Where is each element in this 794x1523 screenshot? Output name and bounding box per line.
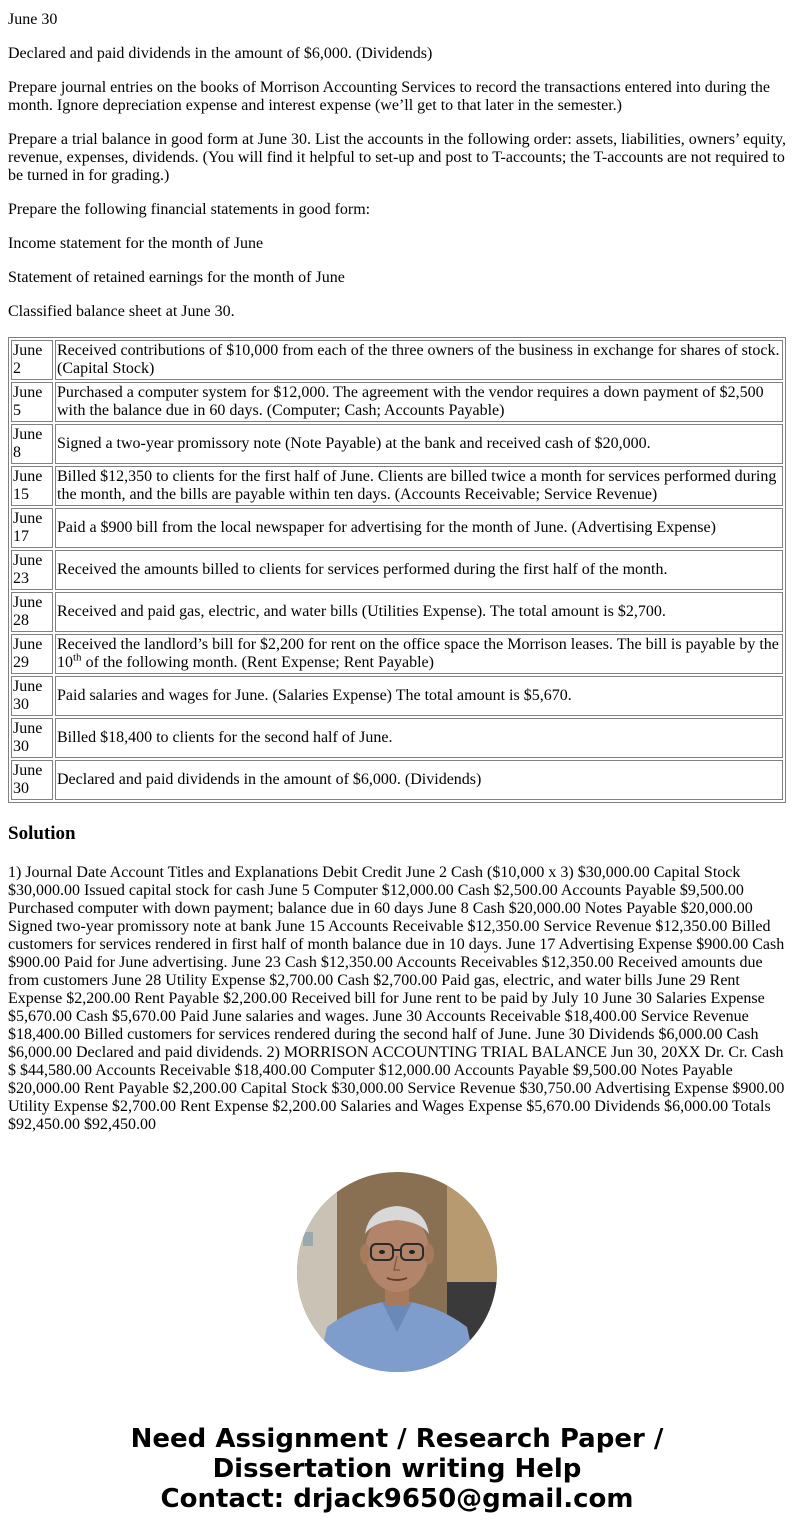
author-photo — [297, 1172, 497, 1372]
table-row — [11, 760, 783, 800]
intro-dividends: Declared and paid dividends in the amount of $6,000. (Dividends) — [8, 45, 433, 62]
transaction-date: June 17 — [11, 508, 53, 548]
transaction-text: Received the amounts billed to clients for services performed during the first half of the month. — [55, 550, 783, 590]
transaction-text: Declared and paid dividends in the amount of $6,000. (Dividends) — [55, 760, 783, 800]
instruction-journal: Prepare journal entries on the books of Morrison Accounting Services to record the transactions entered into during the month. Ignore depreciation expense and interest expense (we’ll get to that later in the semester.) — [8, 79, 771, 114]
table-row — [11, 508, 783, 548]
promo-text: Need Assignment / Research Paper / Dissertation writing Help — [130, 1424, 664, 1484]
instruction-retained-earnings: Statement of retained earnings for the month of June — [8, 269, 345, 286]
transaction-date: June 15 — [11, 466, 53, 506]
transaction-text: Signed a two-year promissory note (Note Payable) at the bank and received cash of $20,000. — [55, 424, 783, 464]
table-row — [11, 424, 783, 464]
promo-banner — [8, 1424, 786, 1514]
transaction-text-part: Received the landlord’s bill for $2,200 for rent on the office space the Morrison leases. The bill is payable by the 10 — [57, 636, 779, 671]
table-row — [11, 340, 783, 380]
table-row — [11, 592, 783, 632]
instruction-trial-balance: Prepare a trial balance in good form at June 30. List the accounts in the following order: assets, liabilities, owners’ equity, revenue, expenses, dividends. (You will find it helpful to set-up and post to T-accounts; the T-accounts are not required to be turned in for grading.) — [8, 131, 787, 184]
transaction-date: June 30 — [11, 718, 53, 758]
transaction-date: June 23 — [11, 550, 53, 590]
author-portrait — [297, 1172, 497, 1372]
solution-heading: Solution — [8, 823, 76, 844]
transaction-date: June 30 — [11, 760, 53, 800]
table-row — [11, 634, 783, 674]
transaction-text-part: of the following month. (Rent Expense; Rent Payable) — [81, 654, 434, 671]
table-row — [11, 718, 783, 758]
transaction-date: June 8 — [11, 424, 53, 464]
transaction-date: June 28 — [11, 592, 53, 632]
transaction-date: June 5 — [11, 382, 53, 422]
transaction-text — [55, 634, 783, 674]
table-row — [11, 676, 783, 716]
transaction-text: Received contributions of $10,000 from each of the three owners of the business in exchange for shares of stock. (Capital Stock) — [55, 340, 783, 380]
instruction-balance-sheet: Classified balance sheet at June 30. — [8, 303, 235, 320]
solution-body: 1) Journal Date Account Titles and Explanations Debit Credit June 2 Cash ($10,000 x 3) $30,000.00 Capital Stock $30,000.00 Issued capital stock for cash June 5 Computer $12,000.00 Cash $2,500.00 Accounts Payable $9,500.00 Purchased computer with down payment; balance due in 60 days June 8 Cash $20,000.00 Notes Payable $20,000.00 Signed two-year promissory note at bank June 15 Accounts Receivable $12,350.00 Service Revenue $12,350.00 Billed customers for services rendered in first half of month balance due in 10 days. June 17 Advertising Expense $900.00 Cash $900.00 Paid for June advertising. June 23 Cash $12,350.00 Accounts Receivables $12,350.00 Received amounts due from customers June 28 Utility Expense $2,700.00 Cash $2,700.00 Paid gas, electric, and water bills June 29 Rent Expense $2,200.00 Rent Payable $2,200.00 Received bill for June rent to be paid by July 10 June 30 Salaries Expense $5,670.00 Cash $5,670.00 Paid June salaries and wages. June 30 Accounts Receivable $18,400.00 Service Revenue $18,400.00 Billed customers for services rendered during the second half of June. June 30 Dividends $6,000.00 Cash $6,000.00 Declared and paid dividends. 2) MORRISON ACCOUNTING TRIAL BALANCE Jun 30, 20XX Dr. Cr. Cash $ $44,580.00 Accounts Receivable $18,400.00 Computer $12,000.00 Accounts Payable $9,500.00 Notes Payable $20,000.00 Rent Payable $2,200.00 Capital Stock $30,000.00 Service Revenue $30,750.00 Advertising Expense $900.00 Utility Expense $2,700.00 Rent Expense $2,200.00 Salaries and Wages Expense $5,670.00 Dividends $6,000.00 Totals $92,450.00 $92,450.00 — [8, 864, 785, 1133]
instruction-statements: Prepare the following financial statements in good form: — [8, 201, 371, 218]
intro-date: June 30 — [8, 11, 58, 28]
transactions-table — [8, 337, 786, 803]
transaction-date: June 2 — [11, 340, 53, 380]
table-row — [11, 382, 783, 422]
transaction-date: June 30 — [11, 676, 53, 716]
table-row — [11, 466, 783, 506]
transaction-text: Purchased a computer system for $12,000. The agreement with the vendor requires a down payment of $2,500 with the balance due in 60 days. (Computer; Cash; Accounts Payable) — [55, 382, 783, 422]
transaction-text: Paid a $900 bill from the local newspaper for advertising for the month of June. (Advertising Expense) — [55, 508, 783, 548]
transaction-text: Billed $18,400 to clients for the second half of June. — [55, 718, 783, 758]
ordinal-suffix: th — [73, 651, 82, 664]
transaction-text: Paid salaries and wages for June. (Salaries Expense) The total amount is $5,670. — [55, 676, 783, 716]
promo-contact: Contact: drjack9650@gmail.com — [160, 1484, 634, 1514]
instruction-income-statement: Income statement for the month of June — [8, 235, 264, 252]
table-row — [11, 550, 783, 590]
transaction-text: Billed $12,350 to clients for the first half of June. Clients are billed twice a month for services performed during the month, and the bills are payable within ten days. (Accounts Receivable; Service Revenue) — [55, 466, 783, 506]
transaction-text: Received and paid gas, electric, and water bills (Utilities Expense). The total amount is $2,700. — [55, 592, 783, 632]
transaction-date: June 29 — [11, 634, 53, 674]
